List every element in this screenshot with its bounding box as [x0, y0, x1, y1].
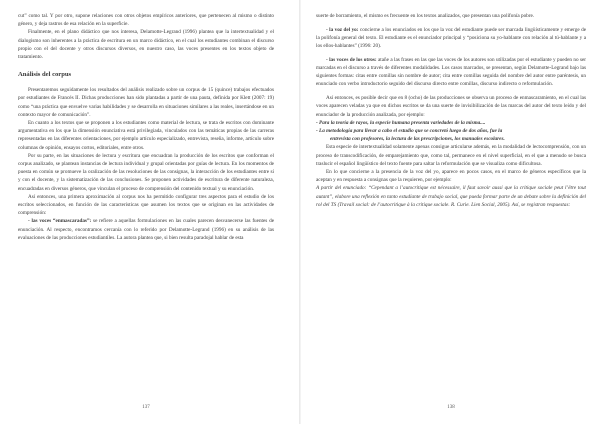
paragraph: En lo que concierne a la presencia de la voz del yo, aparece en pocos casos, en el marco de géneros específicos que la aceptan y en respuesta a consignas que la requieren, por ejemplo:	[316, 168, 586, 184]
paragraph: Por su parte, en las situaciones de lectura y escritura que encuadran la producción de los escritos que conforman el corpus analizado, se plantean instancias de lectura individual y grupal orientadas por guías de lectura. En los momentos de puesta en común se promueve la oralización de las resoluciones de las consignas, la interacción de los estudiantes entre sí y con el docente, y la sistematización de las conclusiones. Se proponen actividades de escritura de diferente naturaleza, encuadradas en diversos géneros, que vinculan el proceso de comprensión del contenido textual y su enunciación.	[18, 152, 274, 192]
term-text: atañe a las frases en las que las voces de los autores son utilizadas por el estudiante y pueden no ser marcadas en el discurso a través de diferentes modalidades. Los casos marcados, se presentan, según Delamotte-Legrand bajo las siguientes formas: citas entre comillas sin nombre de autor; cita entre comillas seguida del nombre del autor entre paréntesis, un enunciado con verbo introductorio seguido del discurso directo entre comillas, discurso indirecto o reformulación.	[316, 56, 586, 88]
paragraph: Presentaremos seguidamente los resultados del análisis realizado sobre un corpus de 15 (quince) trabajos efectuados por estudiantes de Francés II. Dichas producciones han sido plantadas a partir de una pauta, definida por Klett (2007: 19) como “una práctica que envuelve varias habilidades y se desarrolla en situaciones similares a las reales, insertándose en un contexto mayor de comunicación”.	[18, 87, 274, 118]
paragraph	[316, 56, 586, 89]
paragraph	[316, 26, 586, 51]
term-label: - las voces “enmascaradas”:	[28, 218, 92, 225]
term-label: - la voz del yo:	[326, 26, 359, 33]
example-quote: entrevista con profesores, la lectura de las prescripciones, los manuales escolares.	[330, 136, 505, 143]
example-quote: - La metodología para llevar a cabo el estudio que se concretó luego de dos años, fue la	[316, 127, 503, 134]
left-page	[18, 12, 274, 408]
page-number: 138	[447, 405, 455, 410]
paragraph: Finalmente, en el plano didáctico que nos interesa, Delamotte-Legrand (1996) plantea que la intertextualidad y el dialogismo son inherentes a la práctica de escritura en un marco didáctico, en el cual los estudiantes combinan el discurso propio con el del docente y otros discursos diversos, en nuestro caso, las voces presentes en los textos objeto de tratamiento.	[18, 29, 274, 61]
right-page	[316, 12, 586, 408]
page-number: 137	[142, 405, 150, 410]
paragraph: Así entonces, una primera aproximación al corpus nos ha permitido configurar tres aspectos para el estudio de los escritos seleccionados, en función de las características que asumen los textos que se originan en las actividades de comprensión:	[18, 193, 274, 217]
section-heading: Análisis del corpus	[18, 71, 72, 79]
term-text: se refiere a aquellas formulaciones en las cuales parecen desvanecerse las fuentes de enunciación. Al respecto, encontramos cercanía con lo referido por Delamotte-Legrand (1996) en su análisis de las evaluaciones de las producciones estudiantiles. La autora plantea que, si bien resulta paradojal hablar de esta	[18, 218, 274, 241]
paragraph: Así entonces, es posible decir que en 8 (ocho) de las producciones se observa un proceso de enmascaramiento, en el cual las voces aparecen veladas ya que en dichos escritos se da una suerte de invisibilización de las marcas del autor del texto leído y del enunciador de la producción analizada, por ejemplo:	[316, 95, 586, 118]
example-quote: - Para la teoría de rayos, la especie humana presenta variedades de la misma....	[316, 119, 486, 126]
paragraph: cut” como tal. Y por otro, supone relaciones con otros objetos empíricos anteriores, que pertenecen al mismo o distinto género, y deja rastros de esa relación en la superficie.	[18, 13, 274, 28]
paragraph	[18, 217, 274, 242]
paragraph: suerte de borramiento, el mismo es frecuente en los textos analizados, que presentan una polifonía pobre.	[316, 13, 535, 19]
term-text: concierne a los enunciados en los que la voz del estudiante puede ser marcada lingüísticamente y emerge de la polifonía general del texto. El estudiante es el enunciador principal y “posiciona su yo-hablante con relación al tú-hablante y a los ellos-hablantes” (1996: 20).	[316, 26, 586, 50]
example-quote: A partir del enunciado: “Cependant a l’autocritique est nécessaire, il faut savoir aussi que la critique sociale peut l’être tout autant”, elabore una reflexión en tanto estudiante de trabajo social, que pueda formar parte de un debate sobre la definición del rol del TS (Travail social: de l’autocritique à la critique sociale. R. Curie. Lien Social, 2005). Así, se registran respuestas:	[316, 185, 586, 208]
paragraph: En cuanto a los textos que se proponen a los estudiantes como material de lectura, se trata de escritos con dominante argumentativa en los que la dimensión enunciativa está privilegiada, vinculados con las temáticas propias de las carreras representadas en las diferentes orientaciones, por ejemplo artículo especializado, entrevista, reseña, informe, artículo sobre columnas de opinión, ensayos cortos, editoriales, entre otros.	[18, 120, 274, 151]
gutter	[299, 0, 301, 424]
term-label: - las voces de los otros:	[326, 56, 377, 63]
paragraph: Esta especie de intertextualidad solamente apenas consigue articularse además, en la modalidad de lectocomprensión, con un proceso de transcodificación, de emparejamiento que, como tal, permanece en el nivel superficial, en el que a menudo se busca traslucir el español lingüístico del texto fuente para saltar la reformulación que se visualiza como dificultosa.	[316, 144, 586, 167]
